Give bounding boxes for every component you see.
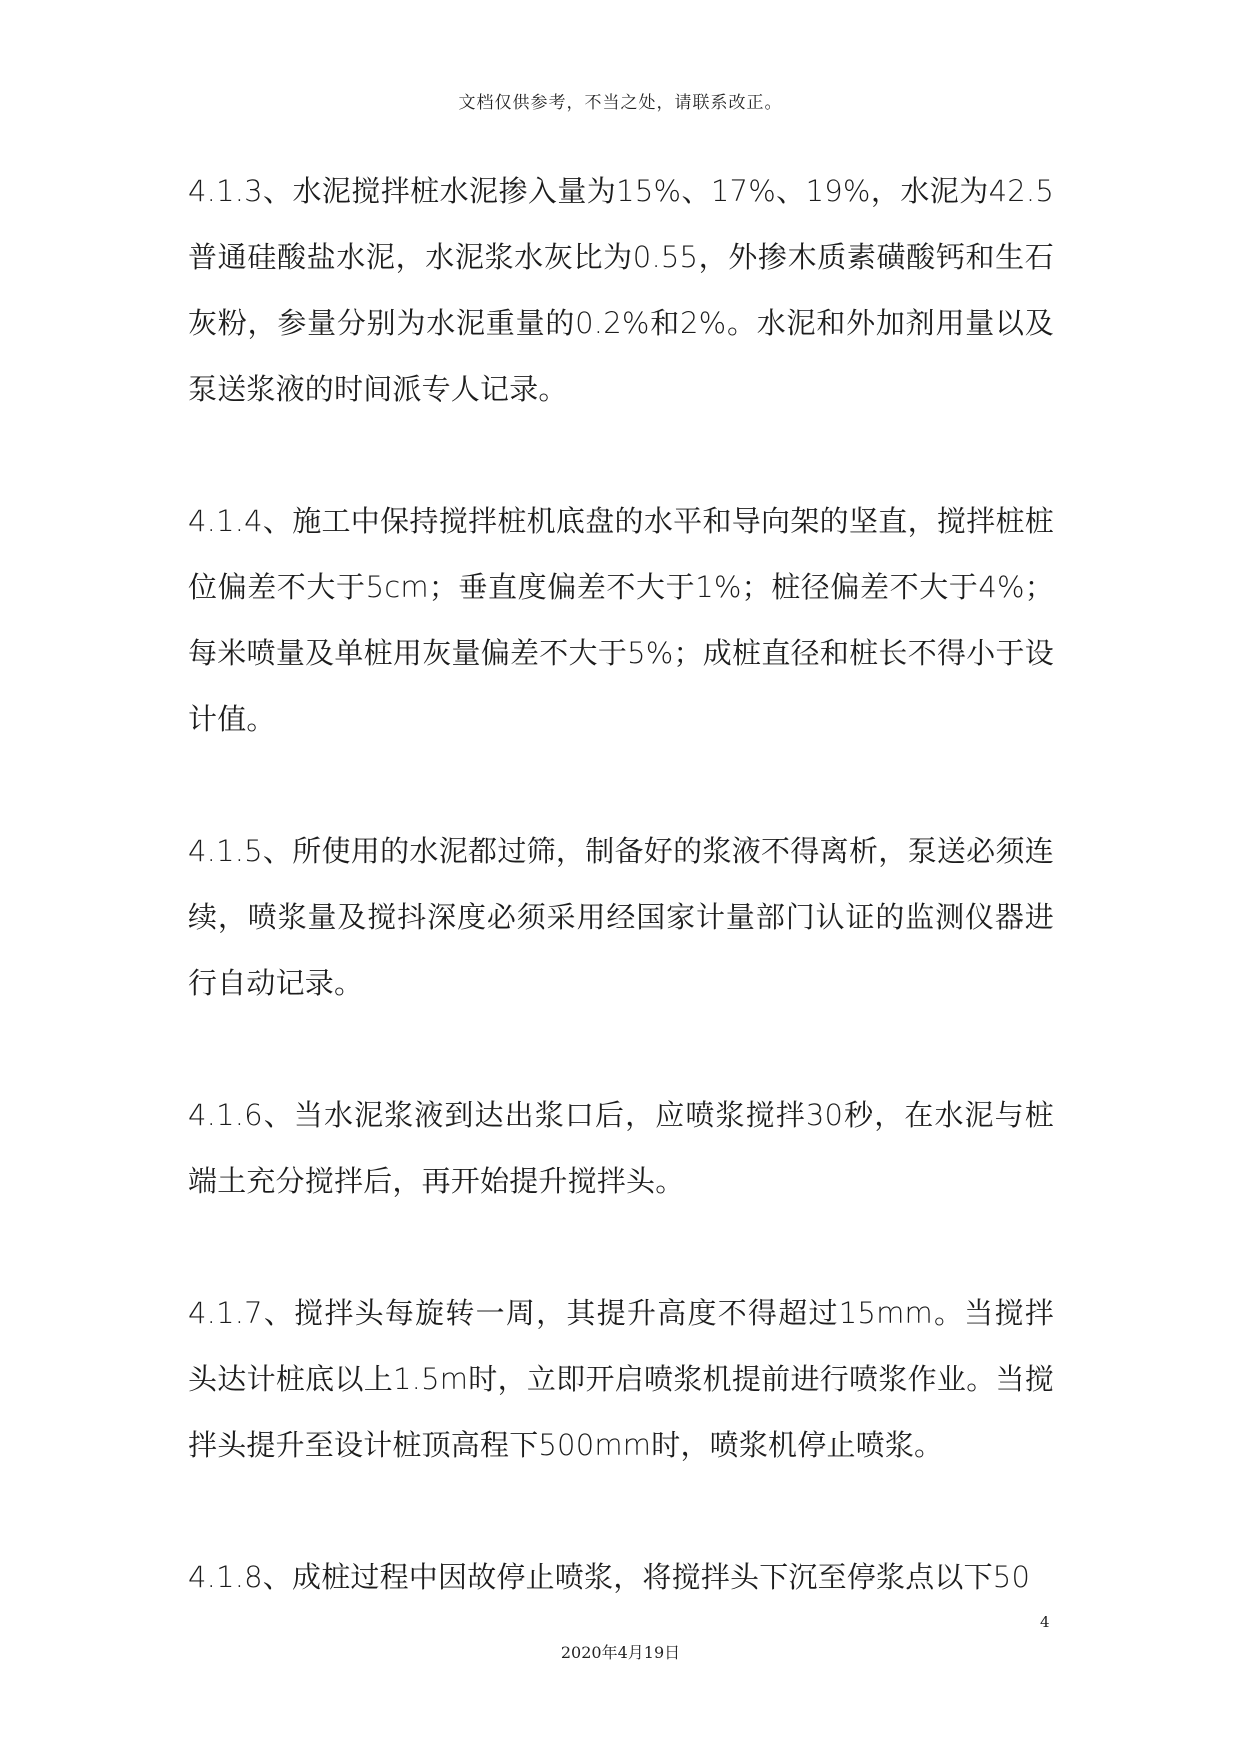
paragraph-4-1-6: 4.1.6、当水泥浆液到达出浆口后，应喷浆搅拌30秒，在水泥与桩端土充分搅拌后，再开始提升搅拌头。 <box>188 1098 1054 1198</box>
footer-date: 2020年4月19日 <box>560 1643 681 1662</box>
paragraph-4-1-8: 4.1.8、成桩过程中因故停止喷浆，将搅拌头下沉至停浆点以下50 <box>188 1560 1031 1594</box>
paragraph-4-1-3: 4.1.3、水泥搅拌桩水泥掺入量为15%、17%、19%，水泥为42.5普通硅酸盐水泥，水泥浆水灰比为0.55，外掺木质素磺酸钙和生石灰粉，参量分别为水泥重量的0.2%和2%。水泥和外加剂用量以及泵送浆液的时间派专人记录。 <box>188 174 1054 406</box>
page-number: 4 <box>1040 1613 1050 1631</box>
paragraph-4-1-7: 4.1.7、搅拌头每旋转一周，其提升高度不得超过15mm。当搅拌头达计桩底以上1.5m时，立即开启喷浆机提前进行喷浆作业。当搅拌头提升至设计桩顶高程下500mm时，喷浆机停止喷浆。 <box>188 1296 1054 1462</box>
paragraph-4-1-5: 4.1.5、所使用的水泥都过筛，制备好的浆液不得离析，泵送必须连续，喷浆量及搅抖深度必须采用经国家计量部门认证的监测仪器进行自动记录。 <box>188 834 1054 1000</box>
paragraph-4-1-4: 4.1.4、施工中保持搅拌桩机底盘的水平和导向架的坚直，搅拌桩桩位偏差不大于5cm；垂直度偏差不大于1%；桩径偏差不大于4%；每米喷量及单桩用灰量偏差不大于5%；成桩直径和桩长不得小于设计值。 <box>188 504 1054 736</box>
header-disclaimer: 文档仅供参考，不当之处，请联系改正。 <box>458 93 783 113</box>
document-body <box>188 158 1054 1676</box>
